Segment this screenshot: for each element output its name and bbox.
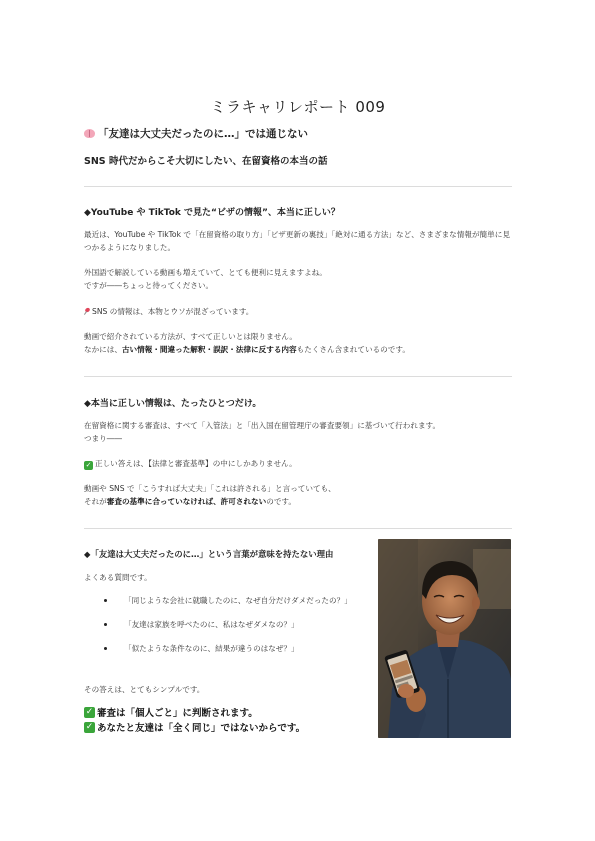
man-with-phone-photo bbox=[378, 539, 511, 738]
section1-paragraph3-text: SNS の情報は、本物とウソが混ざっています。 bbox=[92, 307, 254, 316]
section1-paragraph2 bbox=[84, 266, 512, 292]
section2-paragraph3 bbox=[84, 482, 512, 508]
section1-p4-post: もたくさん含まれているのです。 bbox=[296, 345, 410, 354]
list-item-text: 「同じような会社に就職したのに、なぜ自分だけダメだったの？」 bbox=[124, 596, 352, 605]
photo-illustration bbox=[378, 539, 511, 738]
main-heading-text: 「友達は大丈夫だったのに…」では通じない bbox=[98, 128, 308, 140]
list-item bbox=[84, 594, 364, 607]
question-list bbox=[84, 594, 364, 666]
divider bbox=[84, 186, 512, 187]
divider bbox=[84, 528, 512, 529]
check-icon: ✓ bbox=[85, 461, 92, 469]
conclusion-line1 bbox=[84, 705, 258, 719]
bullet-dot bbox=[104, 599, 107, 602]
section1-p4-pre: なかには、 bbox=[84, 345, 122, 354]
list-item bbox=[84, 618, 364, 631]
section1-paragraph4-line1: 動画で紹介されている方法が、すべて正しいとは限りません。 bbox=[84, 332, 297, 341]
section2-paragraph2 bbox=[84, 457, 512, 470]
check-icon: ✓ bbox=[85, 706, 94, 717]
conclusion-line2-text: あなたと友達は「全く同じ」ではないからです。 bbox=[97, 723, 306, 734]
section2-paragraph1-line1: 在留資格に関する審査は、すべて「入管法」と「出入国在留管理庁の審査要領」に基づいて行われます。 bbox=[84, 421, 441, 430]
section1-paragraph2-line1: 外国語で解説している動画も増えていて、とても便利に見えますよね。 bbox=[84, 268, 327, 277]
section1-paragraph4-line2 bbox=[84, 343, 512, 356]
pin-icon bbox=[84, 308, 91, 315]
section2-paragraph1 bbox=[84, 419, 512, 445]
section1-p4-bold: 古い情報・間違った解釈・誤訳・法律に反する内容 bbox=[121, 345, 297, 354]
page-title: ミラキャリレポート 009 bbox=[210, 98, 386, 116]
section2-heading: ◆本当に正しい情報は、たったひとつだけ。 bbox=[84, 399, 262, 409]
main-heading bbox=[84, 126, 308, 141]
list-item-text: 「友達は家族を呼べたのに、私はなぜダメなの？」 bbox=[124, 620, 299, 629]
section3-heading: ◆「友達は大丈夫だったのに…」という言葉が意味を持たない理由 bbox=[84, 549, 334, 559]
section1-paragraph2-line2: ですが――ちょっと待ってください。 bbox=[84, 281, 214, 290]
brain-icon bbox=[84, 129, 95, 138]
section2-paragraph3-line2 bbox=[84, 495, 512, 508]
check-icon: ✓ bbox=[85, 721, 94, 732]
conclusion-line2 bbox=[84, 720, 305, 734]
section3-answer: その答えは、とてもシンプルです。 bbox=[84, 685, 205, 694]
list-item bbox=[84, 642, 364, 655]
section2-paragraph2-text: 正しい答えは、【法律と審査基準】の中にしかありません。 bbox=[95, 459, 297, 468]
section1-paragraph3 bbox=[84, 305, 512, 318]
bullet-dot bbox=[104, 647, 107, 650]
section1-heading: ◆YouTube や TikTok で見た“ビザの情報”、本当に正しい？ bbox=[84, 208, 340, 218]
sub-heading: SNS 時代だからこそ大切にしたい、在留資格の本当の話 bbox=[84, 156, 328, 167]
bullet-dot bbox=[104, 623, 107, 626]
section3-intro: よくある質問です。 bbox=[84, 573, 152, 582]
section2-p3-bold: 審査の基準に合っていなければ、許可されない bbox=[106, 497, 267, 506]
section2-p3-pre: それが bbox=[84, 497, 107, 506]
section2-paragraph3-line1: 動画や SNS で「こうすれば大丈夫」「これは許される」と言っていても、 bbox=[84, 484, 336, 493]
divider bbox=[84, 376, 512, 377]
list-item-text: 「似たような条件なのに、結果が違うのはなぜ？」 bbox=[124, 644, 299, 653]
section2-paragraph1-line2: つまり―― bbox=[84, 434, 122, 443]
section1-paragraph1: 最近は、YouTube や TikTok で「在留資格の取り方」「ビザ更新の裏技」「絶対に通る方法」など、さまざまな情報が簡単に見つかるようになりました。 bbox=[84, 230, 510, 252]
conclusion-line1-text: 審査は「個人ごと」に判断されます。 bbox=[97, 708, 258, 719]
section1-paragraph4 bbox=[84, 330, 512, 356]
section2-p3-post: のです。 bbox=[266, 497, 297, 506]
